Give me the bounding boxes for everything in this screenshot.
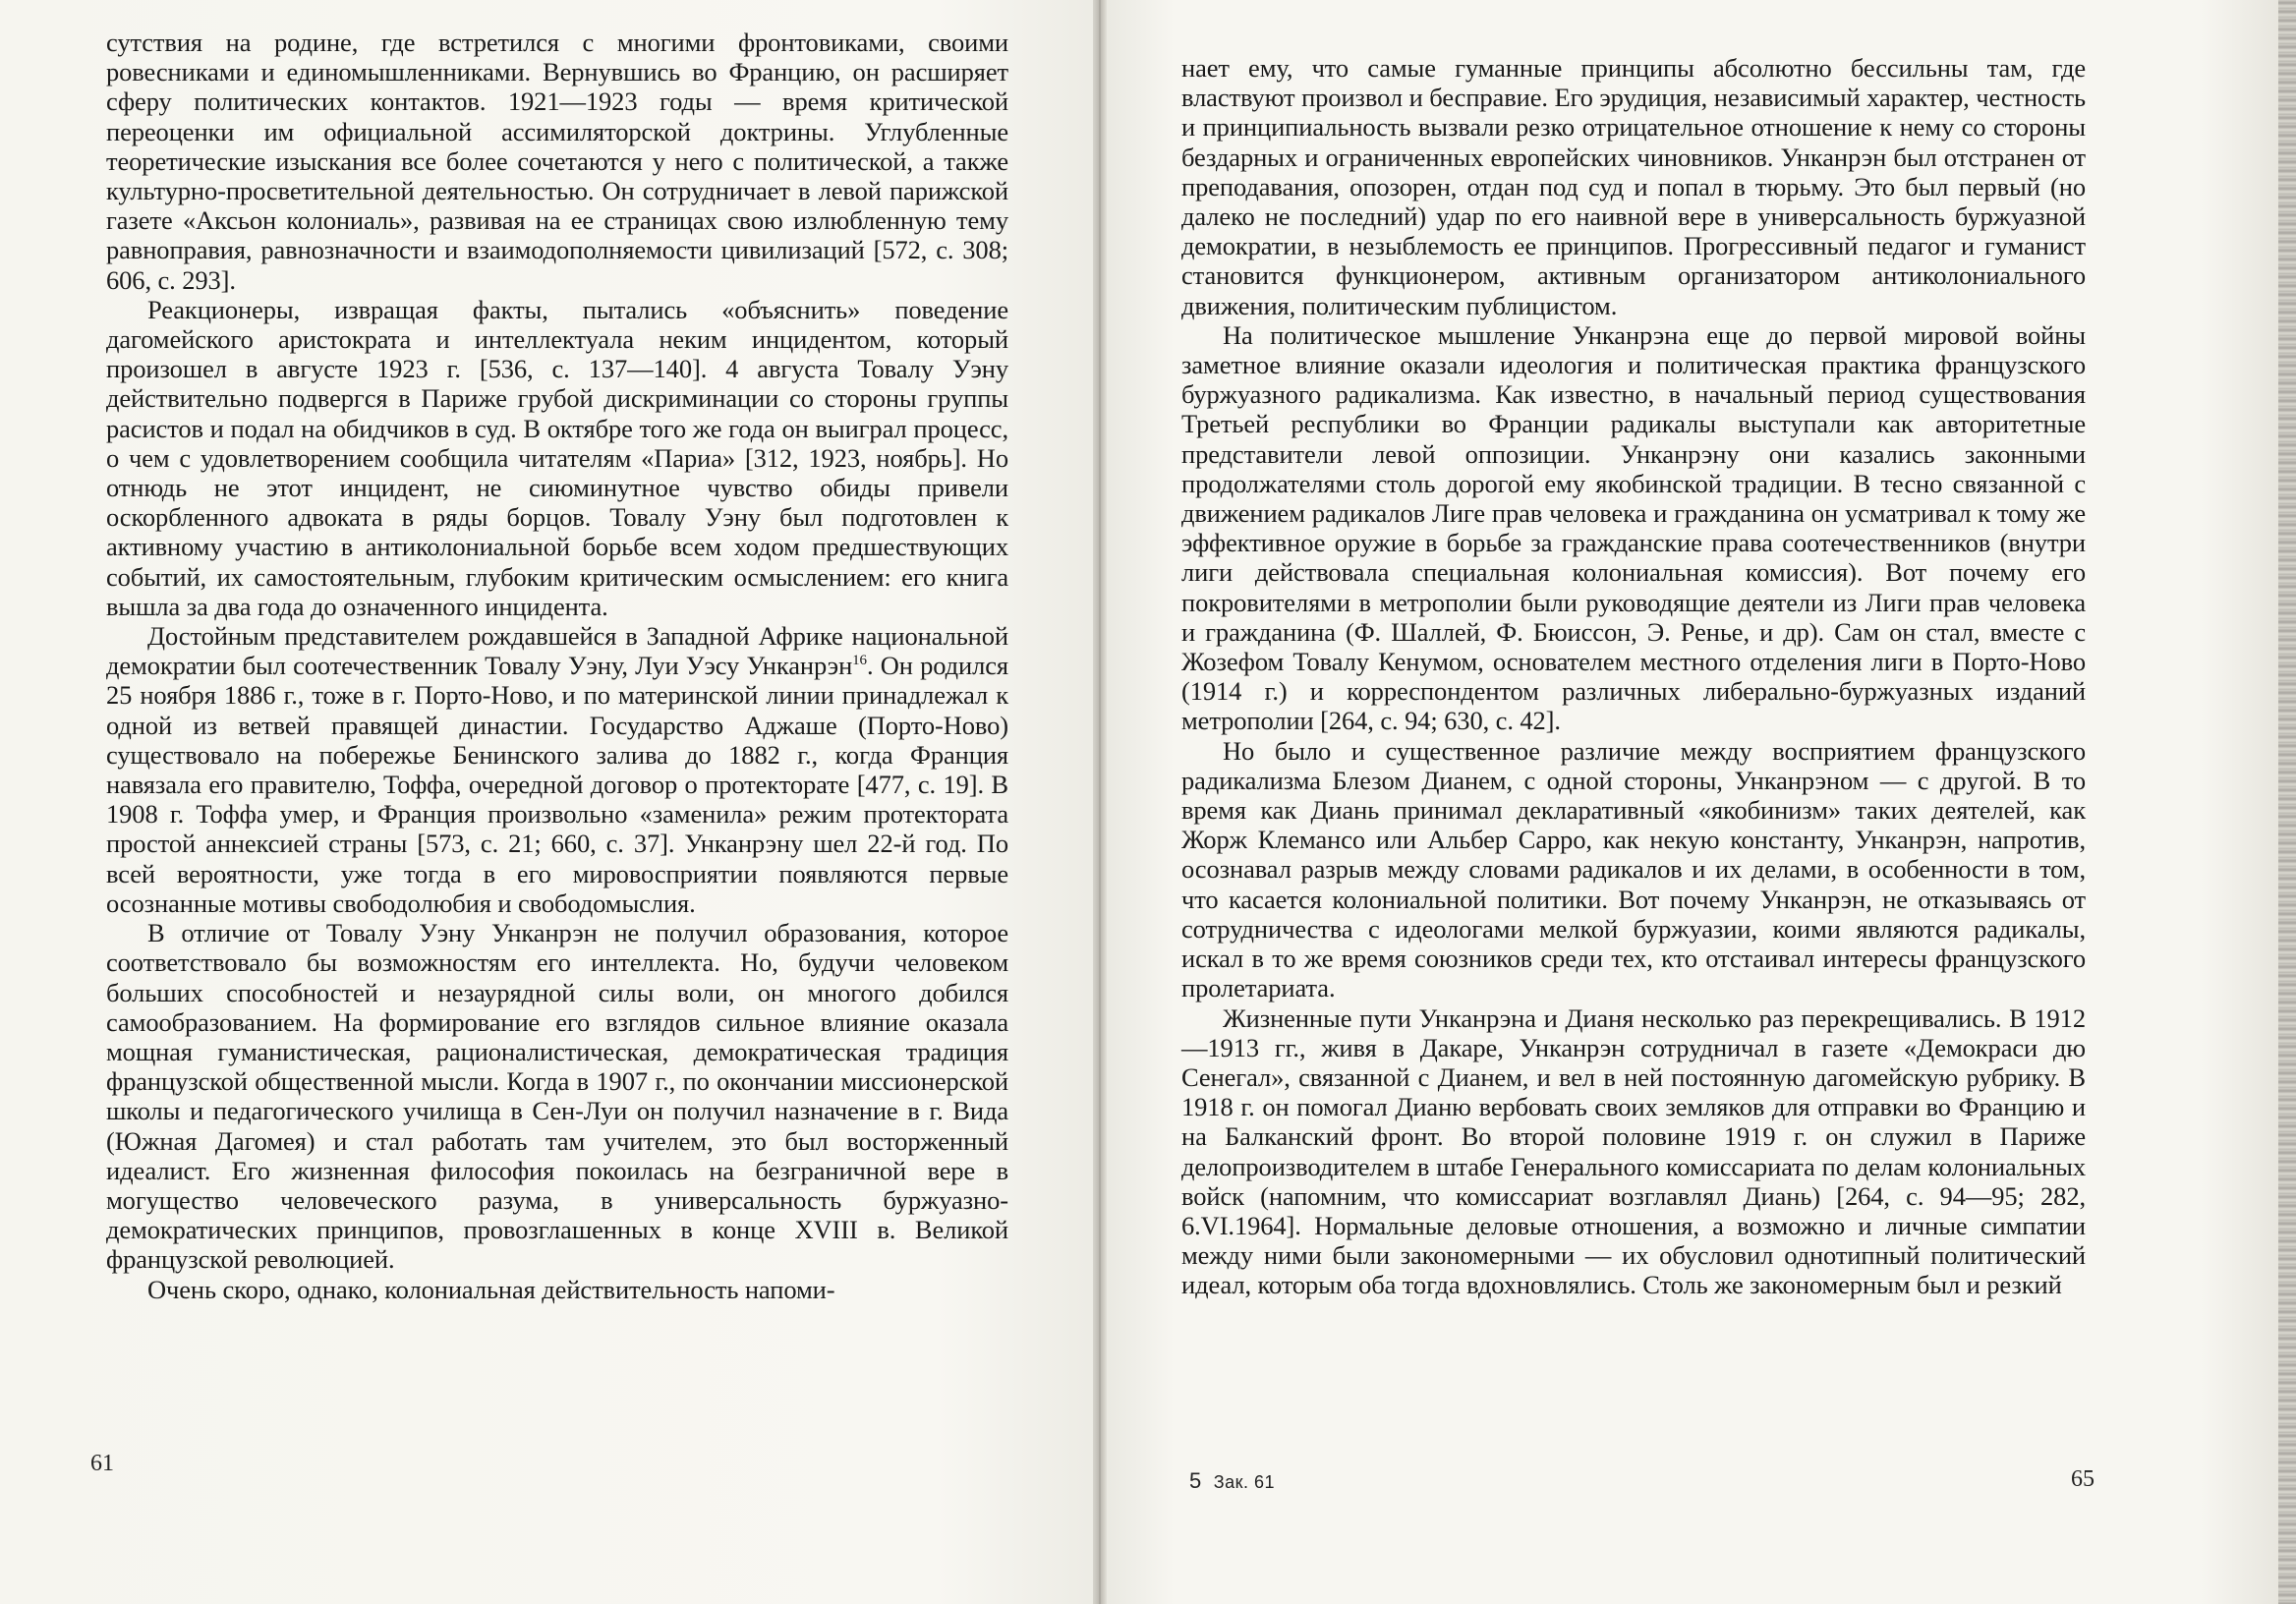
footnote-marker: 16: [852, 653, 867, 669]
paragraph-text: Достойным представителем рождавшейся в Западной Африке национальной демократии был соотечественник Товалу Уэну, Луи Уэсу Унканрэн: [106, 621, 1008, 681]
paragraph: Жизненные пути Унканрэна и Дианя несколько раз перекрещивались. В 1912—1913 гг., живя в Дакаре, Унканрэн сотрудничал в газете «Демокраси дю Сенегал», связанной с Дианем, и вел в ней постоянную дагомейскую рубрику. В 1918 г. он помогал Дианю вербовать своих земляков для отправки во Францию и на Балканский фронт. Во второй половине 1919 г. он служил в Париже делопроизводителем в штабе Генерального комиссариата по делам колониальных войск (напомним, что комиссариат возглавлял Диань) [264, с. 94—95; 282, 6.VI.1964]. Нормальные деловые отношения, а возможно и личные симпатии между ними были закономерными — их обусловил однотипный политический идеал, которым оба тогда вдохновлялись. Столь же закономерным был и резкий: [1181, 1002, 2086, 1300]
right-page-text: [1181, 53, 2086, 1300]
paragraph: На политическое мышление Унканрэна еще до первой мировой войны заметное влияние оказали идеология и политическая практика французского буржуазного радикализма. Как известно, в начальный период существования Третьей республики во Франции радикалы выступали как авторитетные представители левой оппозиции. Унканрэну они казались законными продолжателями столь дорогой ему якобинской традиции. В тесно связанной с движением радикалов Лиге прав человека и гражданина он усматривал к тому же эффективное оружие в борьбе за гражданские права соотечественников (внутри лиги действовала специальная колониальная комиссия). Вот почему его покровителями в метрополии были руководящие деятели из Лиги прав человека и гражданина (Ф. Шаллей, Ф. Бюиссон, Э. Ренье, и др). Сам он стал, вместе с Жозефом Товалу Кенумом, основателем местного отделения лиги в Порто-Ново (1914 г.) и корреспондентом различных либерально-буржуазных изданий метрополии [264, с. 94; 630, с. 42].: [1181, 319, 2086, 736]
paragraph: [106, 621, 1008, 918]
paragraph: Очень скоро, однако, колониальная действительность напоми-: [147, 1274, 835, 1304]
page-edge: [2278, 0, 2296, 1604]
printer-signature: [1189, 1468, 1275, 1494]
paragraph: Реакционеры, извращая факты, пытались «объяснить» поведение дагомейского аристократа и интеллектуала неким инцидентом, который произошел в августе 1923 г. [536, с. 137—140]. 4 августа Товалу Уэну действительно подвергся в Париже грубой дискриминации со стороны группы расистов и подал на обидчиков в суд. В октябре того же года он выиграл процесс, о чем с удовлетворением сообщила читателям «Париа» [312, 1923, ноябрь]. Но отнюдь не этот инцидент, не сиюминутное чувство обиды привели оскорбленного адвоката в ряды борцов. Товалу Уэну был подготовлен к активному участию в антиколониальной борьбе всем ходом предшествующих событий, их самостоятельным, глубоким критическим осмыслением: его книга вышла за два года до означенного инцидента.: [106, 294, 1008, 621]
signature-number: 5: [1189, 1468, 1202, 1493]
paragraph-text-continued: . Он родился 25 ноября 1886 г., тоже в г. Порто-Ново, и по материнской линии принадлежал к одной из ветвей правящей династии. Государство Аджаше (Порто-Ново) существовало на побережье Бенинского залива до 1882 г., когда Франция навязала его правителю, Тоффа, очередной договор о протекторате [477, с. 19]. В 1908 г. Тоффа умер, и Франция произвольно «заменила» режим протектората простой аннексией страны [573, с. 21; 660, с. 37]. Унканрэну шел 22-й год. По всей вероятности, уже тогда в его мировосприятии появляются первые осознанные мотивы свободолюбия и свободомыслия.: [106, 651, 1008, 918]
signature-order: Зак. 61: [1213, 1472, 1276, 1492]
book-gutter: [1093, 0, 1107, 1604]
right-page: [1103, 0, 2296, 1604]
paragraph: Но было и существенное различие между восприятием французского радикализма Блезом Дианем, с одной стороны, Унканрэном — с другой. В то время как Диань принимал декларативный «якобинизм» таких деятелей, как Жорж Клемансо или Альбер Сарро, как некую константу, Унканрэн, напротив, осознавал разрыв между словами радикалов и их делами, в особенности в том, что касается колониальной политики. Вот почему Унканрэн, не отказываясь от сотрудничества с идеологами мелкой буржуазии, коими являются радикалы, искал в то же время союзников среди тех, кто отстаивал интересы французского пролетариата.: [1181, 735, 2086, 1003]
left-page-text: [106, 28, 1008, 1304]
left-page: [0, 0, 1101, 1604]
page-number-right: 65: [2071, 1466, 2095, 1492]
page-number-left: 61: [90, 1451, 114, 1476]
paragraph: В отличие от Товалу Уэну Унканрэн не получил образования, которое соответствовало бы возможностям его интеллекта. Но, будучи человеком больших способностей и незаурядной силы воли, он многого добился самообразованием. На формирование его взглядов сильное влияние оказала мощная гуманистическая, рационалистическая, демократическая традиция французской общественной мысли. Когда в 1907 г., по окончании миссионерской школы и педагогического училища в Сен-Луи он получил назначение в г. Вида (Южная Дагомея) и стал работать там учителем, это был восторженный идеалист. Его жизненная философия покоилась на безграничной вере в могущество человеческого разума, в универсальность буржуазно-демократических принципов, провозглашенных в конце XVIII в. Великой французской революцией.: [106, 918, 1008, 1275]
paragraph: сутствия на родине, где встретился с многими фронтовиками, своими ровесниками и единомышленниками. Вернувшись во Францию, он расширяет сферу политических контактов. 1921—1923 годы — время критической переоценки им официальной ассимиляторской доктрины. Углубленные теоретические изыскания все более сочетаются у него с политической, а также культурно-просветительной деятельностью. Он сотрудничает в левой парижской газете «Аксьон колониаль», развивая на ее страницах свою излюбленную тему равноправия, равнозначности и взаимодополняемости цивилизаций [572, с. 308; 606, с. 293].: [106, 28, 1008, 295]
paragraph: нает ему, что самые гуманные принципы абсолютно бессильны там, где властвуют произвол и бесправие. Его эрудиция, независимый характер, честность и принципиальность вызвали резко отрицательное отношение к нему со стороны бездарных и ограниченных европейских чиновников. Унканрэн был отстранен от преподавания, опозорен, отдан под суд и попал в тюрьму. Это был первый (но далеко не последний) удар по его наивной вере в универсальность буржуазной демократии, в незыблемость ее принципов. Прогрессивный педагог и гуманист становится функционером, активным организатором антиколониального движения, политическим публицистом.: [1181, 53, 2086, 320]
